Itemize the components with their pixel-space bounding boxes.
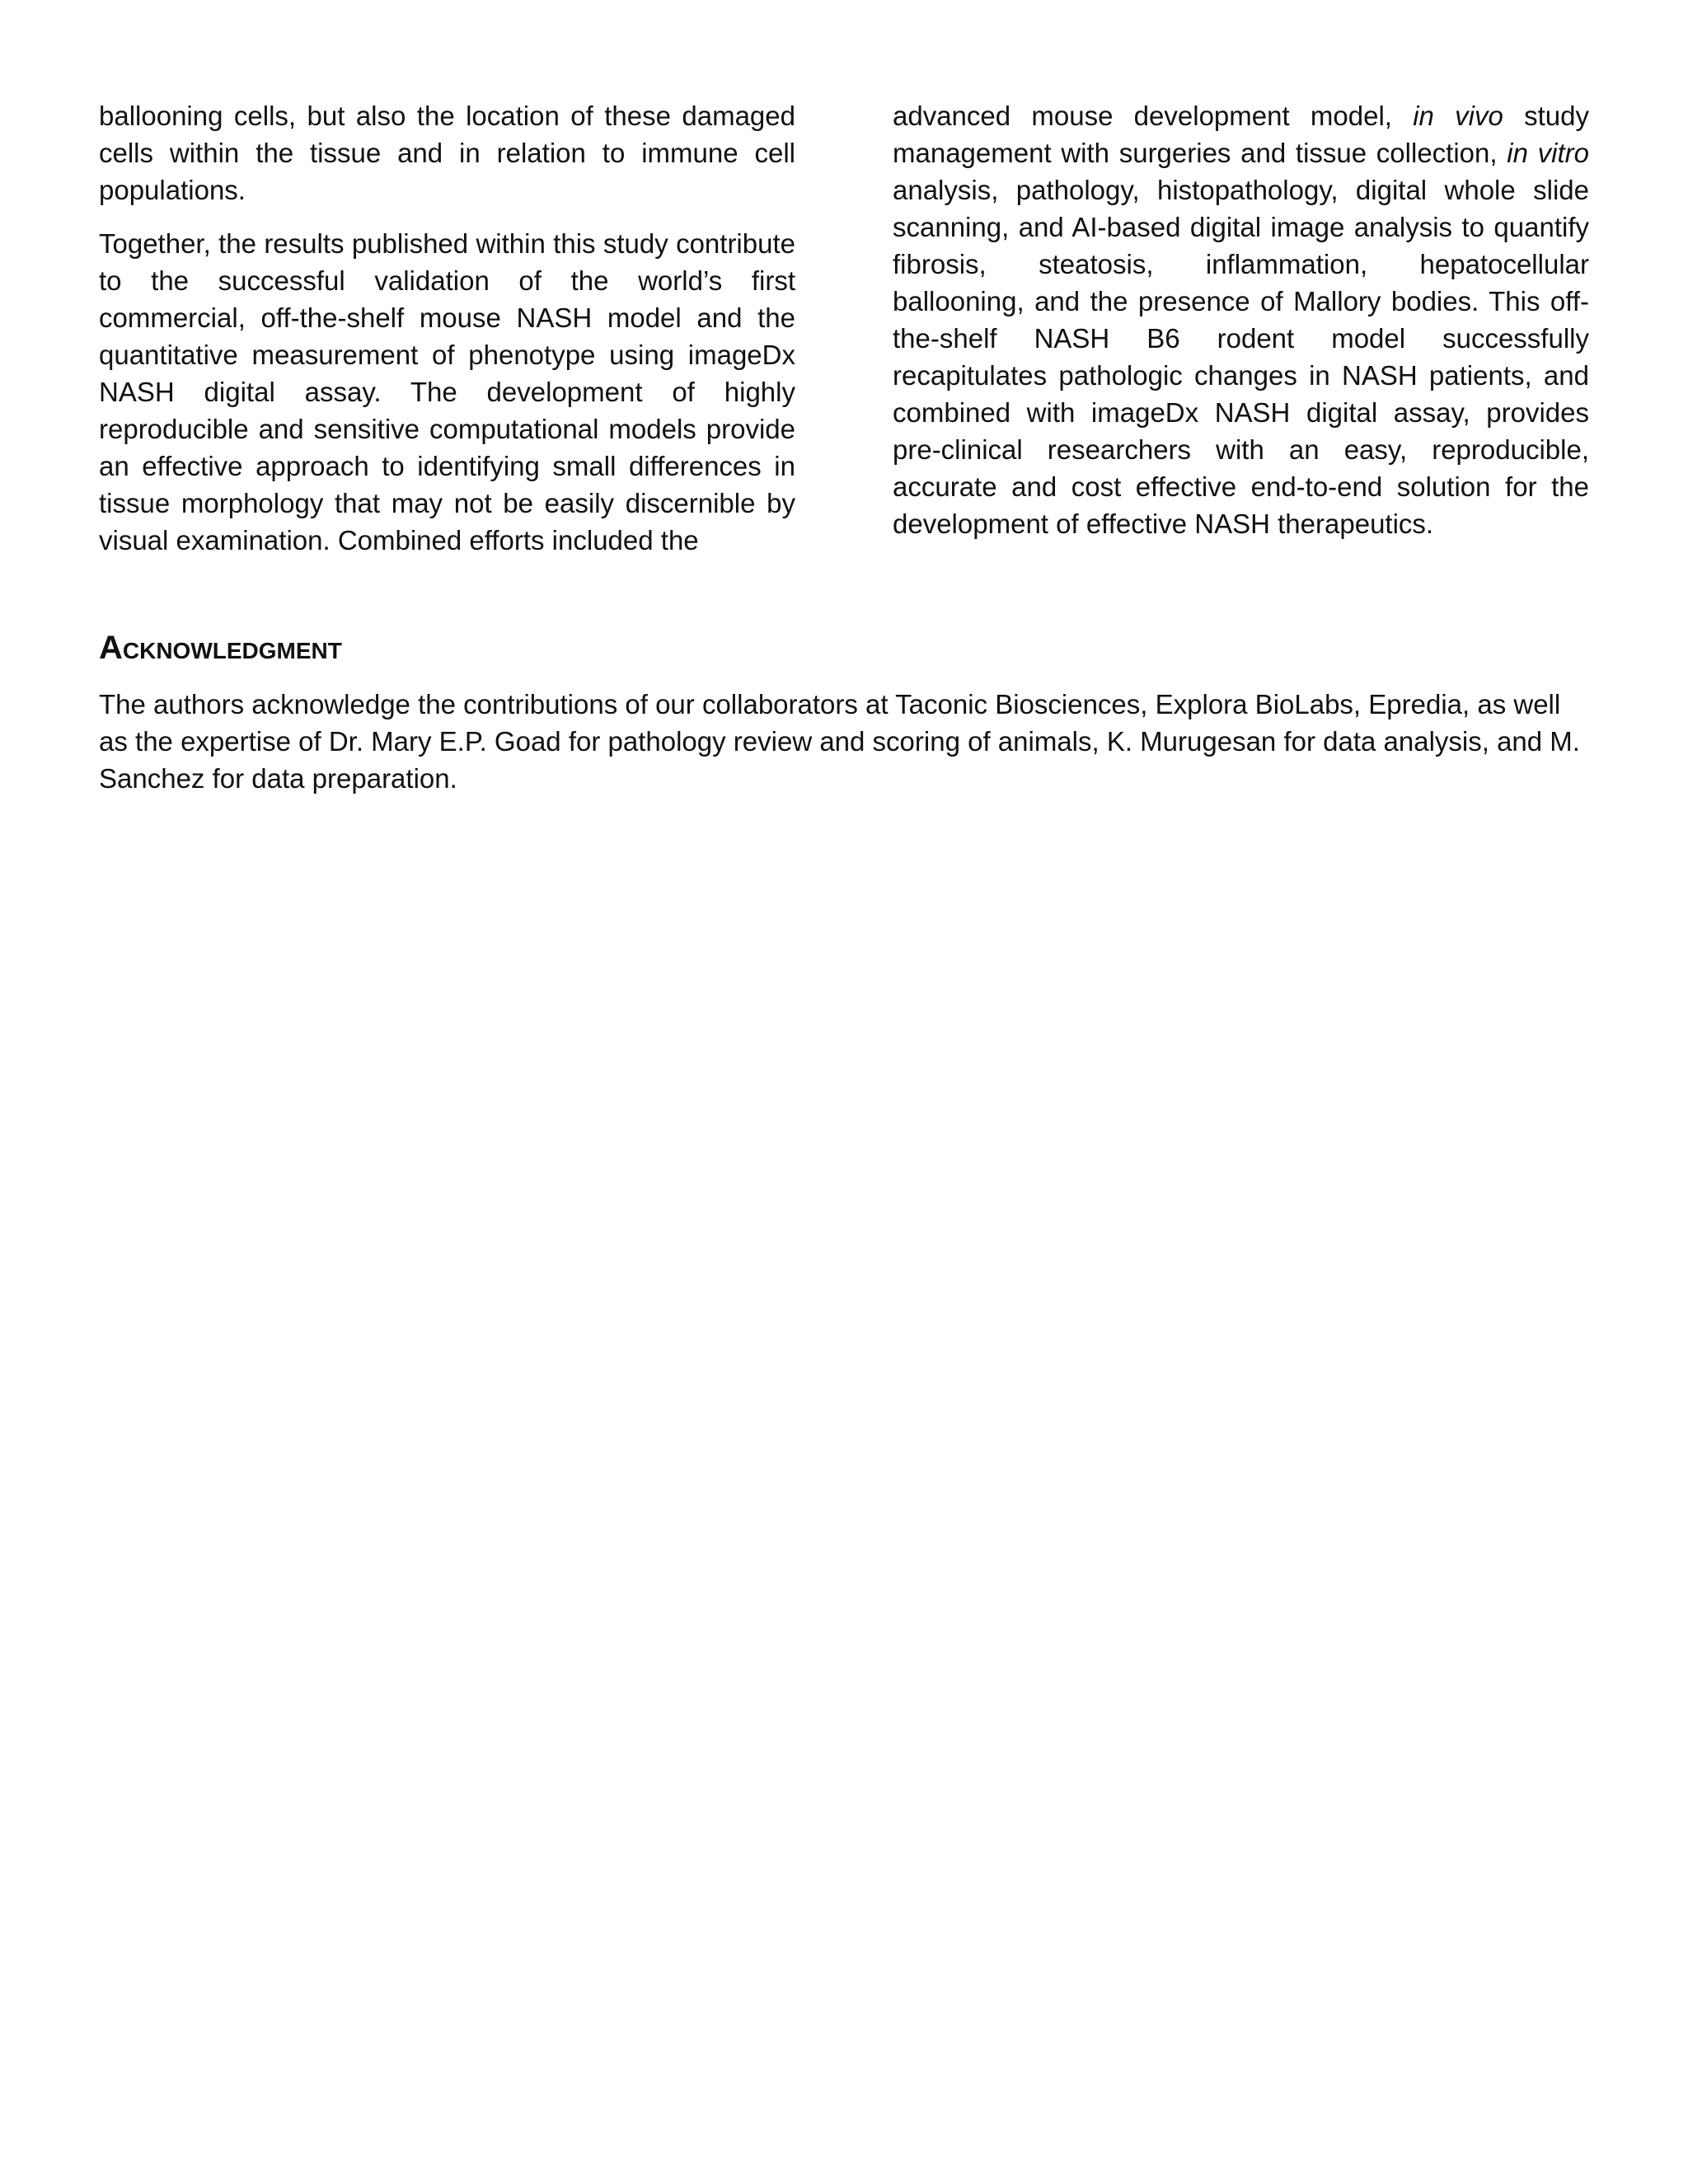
- paper-page: [99, 97, 1589, 797]
- right-paragraph-text-c: analysis, pathology, histopathology, digital whole slide scanning, and AI-based digital image analysis to quantify fibrosis, steatosis, inflammation, hepatocellular ballooning, and the presence of Mallory bodies. This off-the-shelf NASH B6 rodent model successfully recapitulates pathologic changes in NASH patients, and combined with imageDx NASH digital assay, provides pre-clinical researchers with an easy, reproducible, accurate and cost effective end-to-end solution for the development of effective NASH therapeutics.: [893, 175, 1589, 539]
- left-paragraph-2: Together, the results published within this study contribute to the successful validation of the world’s first commercial, off-the-shelf mouse NASH model and the quantitative measurement of phenotype using imageDx NASH digital assay. The development of highly reproducible and sensitive computational models provide an effective approach to identifying small differences in tissue morphology that may not be easily discernible by visual examination. Combined efforts included the: [99, 228, 795, 555]
- acknowledgment-heading: Acknowledgment: [99, 630, 342, 666]
- two-column-body: [99, 97, 1589, 575]
- left-paragraph-1: ballooning cells, but also the location of these damaged cells within the tissue and in relation to immune cell populations.: [99, 101, 795, 205]
- right-column: [893, 97, 1589, 575]
- right-paragraph-text-b: study management with surgeries and tissue collection,: [893, 101, 1589, 168]
- acknowledgment-text: The authors acknowledge the contributions of our collaborators at Taconic Biosciences, Explora BioLabs, Epredia, as well as the expertise of Dr. Mary E.P. Goad for pathology review and scoring of animals, K. Murugesan for data analysis, and M. Sanchez for data preparation.: [99, 689, 1580, 794]
- in-vitro-italic: in vitro: [1507, 138, 1589, 168]
- left-column: [99, 97, 795, 575]
- right-paragraph-1: [893, 97, 1589, 542]
- right-paragraph-text-a: advanced mouse development model,: [893, 101, 1414, 131]
- in-vivo-italic: in vivo: [1413, 101, 1503, 131]
